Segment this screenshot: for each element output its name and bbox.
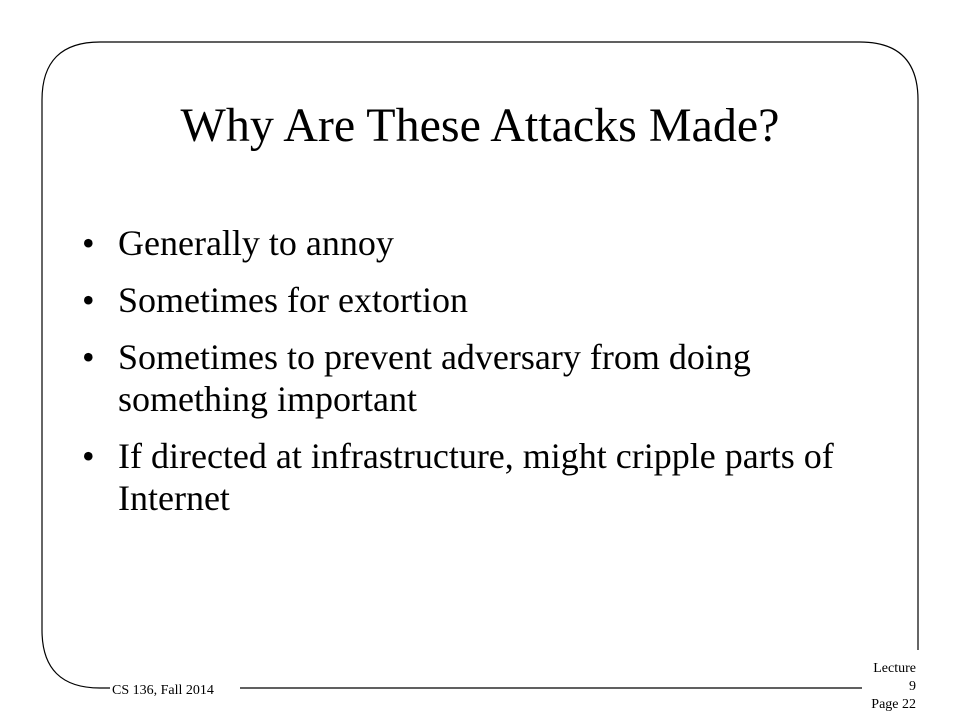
list-item (82, 435, 862, 519)
list-item (82, 279, 862, 321)
bullet-icon: • (82, 280, 95, 320)
bullet-text: If directed at infrastructure, might cripple parts of Internet (118, 436, 834, 518)
bullet-icon: • (82, 436, 95, 476)
course-footer: CS 136, Fall 2014 (112, 683, 214, 698)
list-item (82, 336, 862, 420)
page-number: Page 22 (871, 697, 916, 712)
lecture-number: Lecture 9 (873, 661, 916, 694)
bullet-text: Sometimes for extortion (118, 280, 468, 320)
bullet-text: Sometimes to prevent adversary from doing something important (118, 337, 751, 419)
bullet-icon: • (82, 223, 95, 263)
list-item (82, 222, 862, 264)
bullet-text: Generally to annoy (118, 223, 394, 263)
bullet-list (82, 222, 862, 534)
bullet-icon: • (82, 337, 95, 377)
lecture-page-footer (866, 660, 916, 714)
page-title: Why Are These Attacks Made? (180, 99, 780, 152)
